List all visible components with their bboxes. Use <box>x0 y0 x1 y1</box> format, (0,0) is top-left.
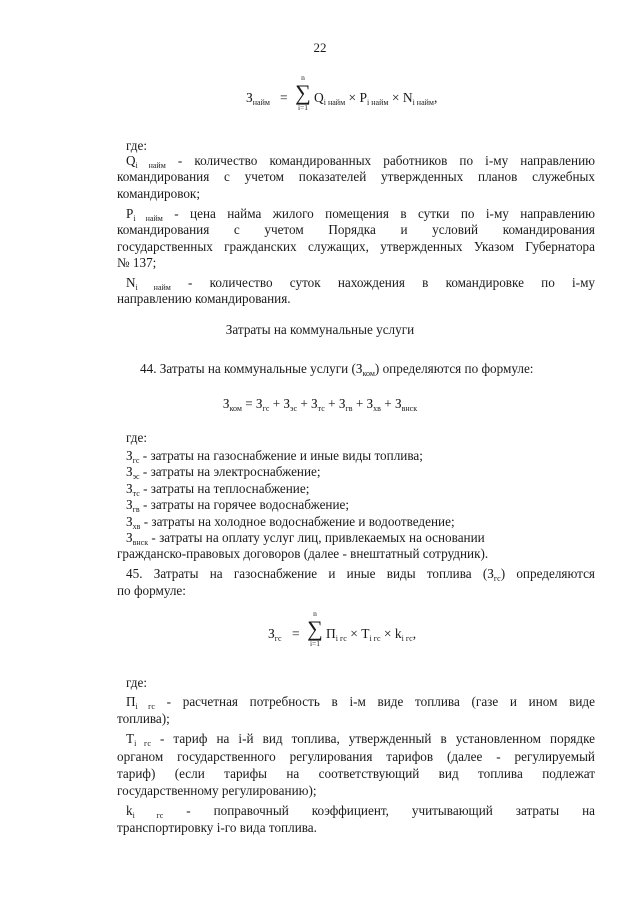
sum-sign: n ∑ i=1 <box>307 609 323 648</box>
symbol: З <box>126 530 133 545</box>
definition-text: - затраты на горячее водоснабжение; <box>139 497 350 513</box>
definition-text: - затраты на электроснабжение; <box>139 464 321 480</box>
symbol: П <box>126 694 136 709</box>
symbol-subscript: i гс <box>134 739 151 749</box>
definition-line: государственному регулированию); <box>117 783 317 798</box>
symbol-subscript: i найм <box>135 161 166 170</box>
paragraph-45-cont: по формуле: <box>117 583 186 598</box>
symbol-subscript: i найм <box>133 213 163 223</box>
paragraph-44: 44. Затраты на коммунальные услуги $(З_{ком})$ определяются по формуле: <box>140 361 534 378</box>
definition-line: топлива); <box>117 711 170 727</box>
definition-text: - тариф на i-й вид топлива, утвержденный в установленном порядке <box>150 731 595 747</box>
where-label: где: <box>126 138 147 153</box>
formula-subscript: внск <box>401 404 418 413</box>
section-title: Затраты на коммунальные услуги <box>225 322 415 337</box>
definition-line: направлению командирования. <box>117 291 291 307</box>
definition-line: гражданско-правовых договоров (далее - внештатный сотрудник). <box>117 546 489 561</box>
symbol-subscript: i гс <box>135 702 155 711</box>
symbol-subscript: гс <box>132 456 140 465</box>
formula-subscript: ком <box>229 404 242 413</box>
formula-term: = З <box>241 396 263 411</box>
symbol: N <box>126 275 136 291</box>
sum-sign: n ∑ i=1 <box>295 73 311 112</box>
formula-gas: $З_{гс}$ = n ∑ i=1 $П_{i гс} \times Т_{i гс} \times k_{i гс}$, <box>268 609 417 648</box>
definition-text: - цена найма жилого помещения в сутки по i-му направлению <box>162 205 595 221</box>
symbol: Т <box>126 731 135 747</box>
definition-text: - расчетная потребность в i-м виде топлива (газе и ином виде <box>154 694 595 709</box>
symbol: З <box>126 513 133 529</box>
definition-text: - поправочный коэффициент, учитывающий затраты на <box>163 803 596 819</box>
formula-term: + З <box>380 396 402 411</box>
definition-line: тариф) (если тарифы на соответствующий вид топлива подлежат <box>117 765 595 781</box>
definition-text: - затраты на оплату услуг лиц, привлекаемых на основании <box>148 530 485 545</box>
symbol-subscript: i найм <box>135 283 171 293</box>
symbol-subscript: хв <box>132 521 141 531</box>
formula-utilities <box>0 396 640 417</box>
where-label: где: <box>126 430 147 445</box>
definition-text: - количество суток нахождения в командировке по i-му <box>170 275 596 291</box>
symbol-subscript: i гс <box>132 811 164 821</box>
symbol: З <box>126 497 133 513</box>
where-label: где: <box>126 675 147 690</box>
formula-rent: $З_{найм}$ = n ∑ i=1 $Q_{i найм} \times P_{i найм} \times N_{i найм}$, <box>246 73 438 112</box>
symbol: Q <box>126 153 136 168</box>
definition-line: командирования с учетом показателей утвержденных планов служебных <box>117 169 595 185</box>
formula-subscript: хв <box>373 404 381 413</box>
definition-line: командирования с учетом Порядка и условий командирования <box>117 222 595 238</box>
formula-term: + З <box>324 396 346 411</box>
symbol-subscript: тс <box>132 488 140 498</box>
definition-first-line <box>126 694 595 715</box>
definition-text: - затраты на теплоснабжение; <box>139 480 310 496</box>
symbol: З <box>126 464 133 480</box>
definition-line: командировок; <box>117 185 201 201</box>
symbol: З <box>126 448 133 463</box>
definition-line: государственных гражданских служащих, утвержденных Указом Губернатора <box>117 238 595 254</box>
definition-line: № 137; <box>117 254 157 270</box>
symbol-subscript: внск <box>132 538 149 547</box>
definition-line: транспортировку i-го вида топлива. <box>117 820 317 836</box>
formula-subscript: гв <box>345 404 353 413</box>
page-number: 22 <box>313 40 327 55</box>
definition-text: - количество командированных работников по i-му направлению <box>165 153 595 168</box>
formula-subscript: эс <box>290 404 298 413</box>
formula-subscript: тс <box>317 404 325 413</box>
formula-term: + З <box>269 396 291 411</box>
paragraph-45: 45. Затраты на газоснабжение и иные виды топлива $(З_{гс})$ определяются <box>126 566 595 583</box>
definition-text: - затраты на холодное водоснабжение и водоотведение; <box>140 513 455 529</box>
symbol-subscript: гв <box>132 505 140 515</box>
formula-subscript: гс <box>262 404 270 413</box>
symbol: З <box>126 480 133 496</box>
definition-text: - затраты на газоснабжение и иные виды топлива; <box>139 448 423 463</box>
symbol: k <box>126 803 133 819</box>
symbol: P <box>126 205 134 221</box>
symbol-subscript: эс <box>132 472 140 482</box>
formula-term: + З <box>297 396 318 411</box>
formula-term: + З <box>352 396 374 411</box>
formula-term: З <box>222 396 230 411</box>
definition-line: органом государственного регулирования тарифов (далее - регулируемый <box>117 748 595 764</box>
